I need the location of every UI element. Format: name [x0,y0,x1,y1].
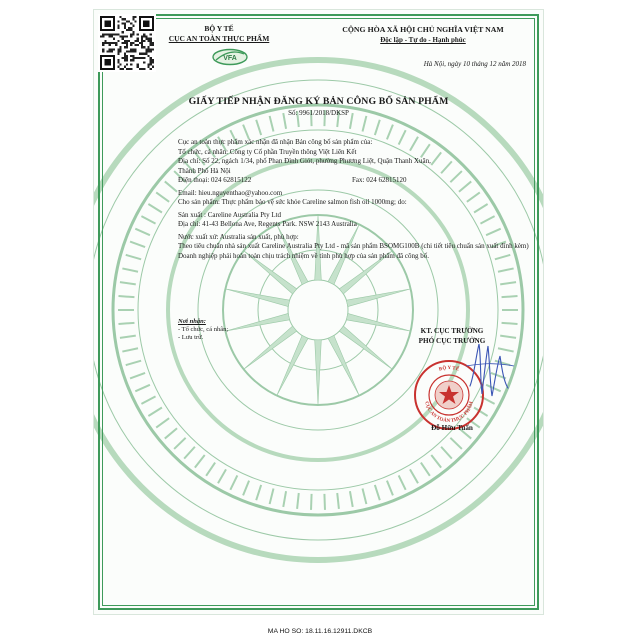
document-body [178,138,534,261]
signer-title-line2: PHÓ CỤC TRƯỞNG [418,337,486,345]
issue-date: Hà Nội, ngày 10 tháng 12 năm 2018 [423,60,526,68]
fax-text: Fax: 024 62815120 [352,176,407,184]
signer-title-line1: KT. CỤC TRƯỞNG [420,327,484,335]
recipients-heading: Nơi nhận: [178,318,206,325]
country-name: CỘNG HÒA XÃ HỘI CHỦ NGHĨA VIỆT NAM [342,25,504,34]
manufacturer-text: Sản xuất : Careline Australia Pty Ltd [178,210,282,219]
contact-line [178,176,534,186]
logo-text: VFA [223,55,237,62]
origin-text: Nước xuất xứ: Australia sản xuất, phù hợp: [178,232,299,241]
document-number: Số: 9961/2018/DKSP [288,109,349,117]
product-text: Cho sản phẩm: Thực phẩm bảo vệ sức khỏe Careline salmon fish oil 1000mg; do: [178,198,407,206]
phone-text: Điện thoại: 024 62815122 [178,176,252,184]
qr-code[interactable] [98,14,156,72]
recipients-block [178,318,298,342]
standard-text: Theo tiêu chuẩn nhà sản xuất Careline Australia Pty Ltd - mã sản phẩm BSOMG100B (chi tiết tiêu chuẩn sản xuất đính kèm) [178,242,529,250]
seal-agency-text: CỤC AN TOÀN THỰC PHẨM [423,401,475,425]
certificate-document [94,10,543,614]
handwritten-signature [464,336,518,406]
body-line: Địa chỉ: Số 22, ngách 1/34, phố Phan Đình Giót, phường Phương Liệt, Quận Thanh Xuân, [178,157,431,165]
recipient-item: - Lưu trữ. [178,334,204,341]
issuing-authority [164,24,274,44]
signer-name: Đỗ Hữu Tuấn [431,424,473,432]
responsibility-text: Doanh nghiệp phải hoàn toàn chịu trách nhiệm về tính phù hợp của sản phẩm đã công bố. [178,251,429,260]
vfa-logo-icon [210,48,250,66]
document-title: GIẤY TIẾP NHẬN ĐĂNG KÝ BẢN CÔNG BỐ SẢN PHẨM [188,96,449,107]
body-line: Tổ chức, cá nhân: Công ty Cổ phần Truyền thông Việt Liên Kết [178,147,357,156]
ministry-name: BỘ Y TẾ [204,24,234,33]
body-line: Thành Phố Hà Nội [178,166,231,175]
email-text: Email: hieu.nguyenthao@yahoo.com [178,188,283,197]
recipient-item: - Tổ chức, cá nhân; [178,326,229,333]
seal-top-text: BỘ Y TẾ [438,365,460,373]
national-header [312,24,534,46]
dossier-code-footer: MA HO SO: 18.11.16.12911.DKCB [267,628,373,635]
national-motto: Độc lập - Tự do - Hạnh phúc [380,36,466,44]
svg-text:BỘ Y TẾ [439,365,461,373]
agency-name: CỤC AN TOÀN THỰC PHẨM [168,34,270,43]
body-line: Cục an toàn thực phẩm xác nhận đã nhận Bản công bố sản phẩm của: [178,138,373,146]
manufacturer-address-text: Địa chỉ: 41-43 Bellona Ave, Regents Park. NSW 2143 Australia [178,220,357,228]
